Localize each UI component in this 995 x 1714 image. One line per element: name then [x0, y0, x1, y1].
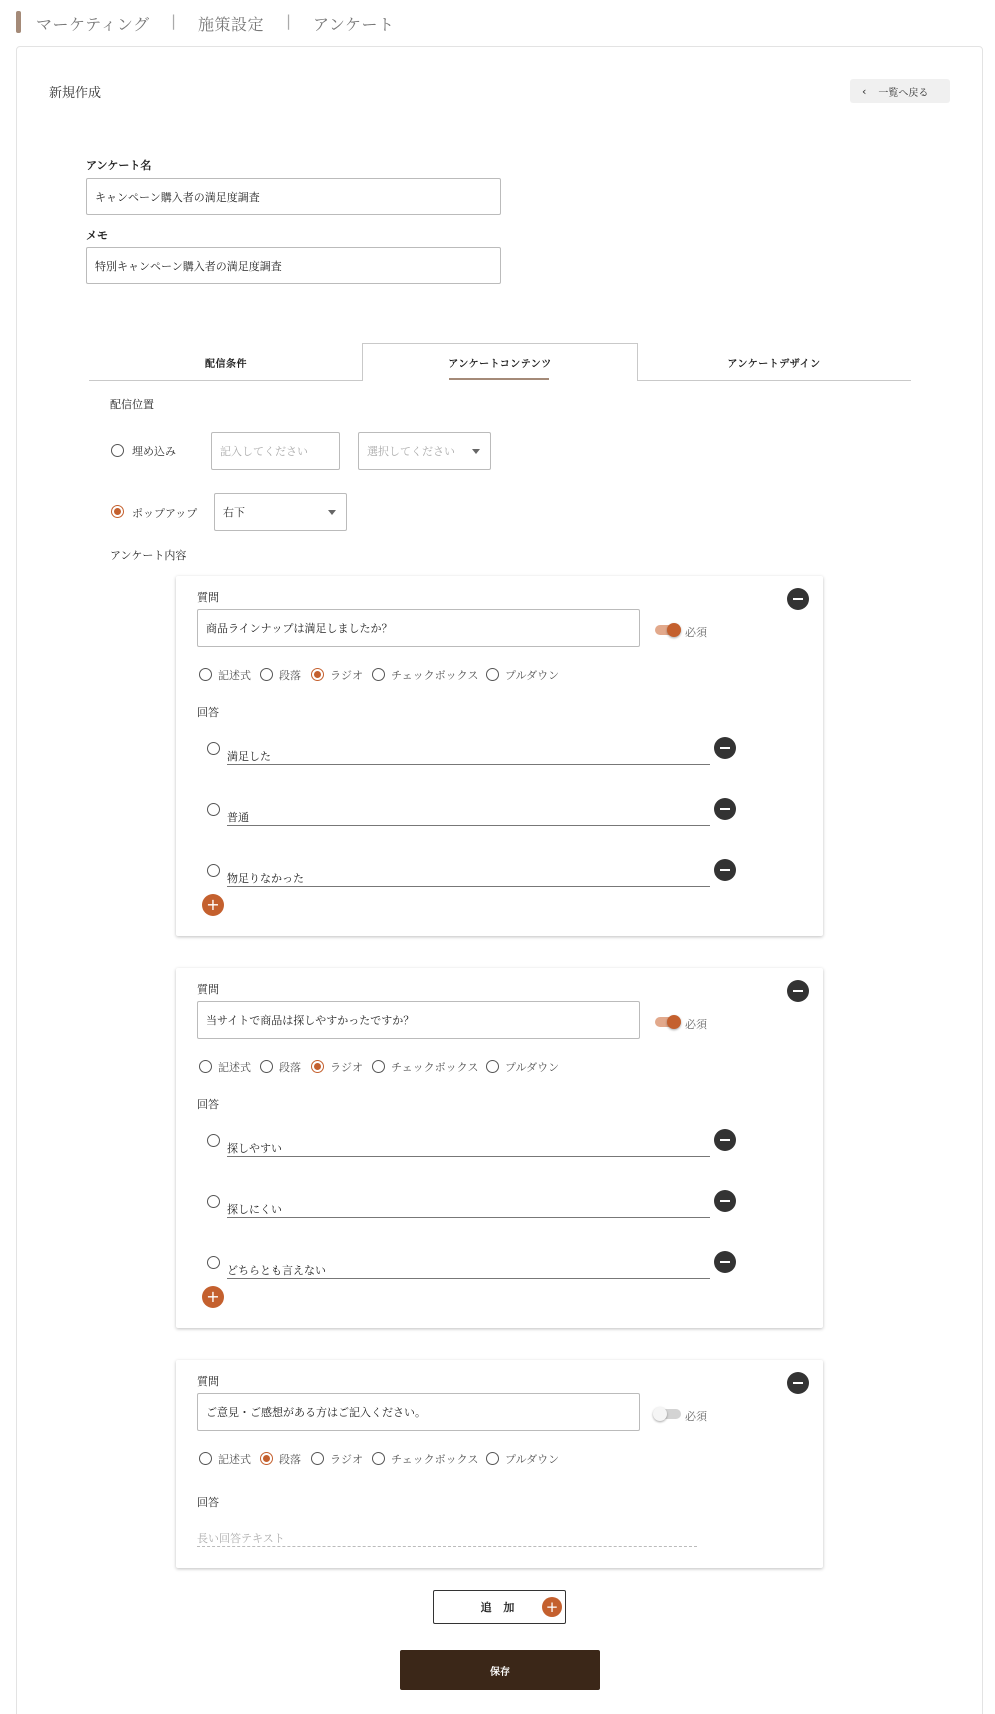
type-label: チェックボックス — [391, 1061, 479, 1074]
question-label: 質問 — [197, 983, 219, 996]
embed-input-placeholder: 記入してください — [220, 445, 308, 458]
required-toggle-knob[interactable] — [653, 1407, 667, 1421]
type-radio-radio[interactable] — [311, 668, 324, 681]
answer-underline — [227, 886, 710, 887]
breadcrumb-separator: | — [171, 12, 177, 30]
tab-survey-contents[interactable]: アンケートコンテンツ — [362, 343, 638, 381]
delivery-position-label: 配信位置 — [110, 398, 154, 411]
type-radio-short[interactable] — [199, 1060, 212, 1073]
breadcrumb-separator: | — [286, 12, 292, 30]
type-radio-checkbox[interactable] — [372, 668, 385, 681]
answer-radio — [207, 803, 220, 816]
remove-answer-icon[interactable] — [714, 1190, 736, 1212]
answer-radio — [207, 1134, 220, 1147]
back-button-label: 一覧へ戻る — [878, 87, 929, 99]
type-radio-short[interactable] — [199, 1452, 212, 1465]
embed-select-placeholder: 選択してください — [367, 445, 455, 458]
popup-position-select[interactable] — [214, 493, 347, 531]
plus-circle-icon: + — [542, 1597, 562, 1617]
type-radio-radio[interactable] — [311, 1060, 324, 1073]
save-button[interactable]: 保存 — [400, 1650, 600, 1690]
type-radio-paragraph[interactable] — [260, 668, 273, 681]
type-label: 段落 — [279, 1453, 301, 1466]
caret-down-icon — [472, 449, 480, 454]
type-radio-dropdown[interactable] — [486, 1452, 499, 1465]
type-radio-radio[interactable] — [311, 1452, 324, 1465]
remove-answer-icon[interactable] — [714, 1251, 736, 1273]
memo-input[interactable]: 特別キャンペーン購入者の満足度調査 — [86, 247, 501, 284]
embed-radio[interactable] — [111, 444, 124, 457]
remove-question-icon[interactable] — [787, 588, 809, 610]
breadcrumb-accent-bar — [16, 11, 21, 33]
answers-label: 回答 — [197, 706, 219, 719]
caret-down-icon — [328, 510, 336, 515]
type-label: 段落 — [279, 669, 301, 682]
survey-content-label: アンケート内容 — [110, 549, 187, 562]
popup-radio[interactable] — [111, 505, 124, 518]
chevron-left-icon: ‹ — [862, 84, 867, 98]
type-label: ラジオ — [330, 1453, 363, 1466]
type-label: プルダウン — [505, 1061, 560, 1074]
answer-radio — [207, 1256, 220, 1269]
required-label: 必須 — [685, 1410, 707, 1423]
add-button-label: 追 加 — [480, 1601, 519, 1614]
required-toggle-knob[interactable] — [667, 623, 681, 637]
type-radio-paragraph[interactable] — [260, 1060, 273, 1073]
popup-radio-label: ポップアップ — [132, 507, 198, 520]
question-text-input[interactable]: 当サイトで商品は探しやすかったですか？ — [197, 1001, 640, 1039]
remove-answer-icon[interactable] — [714, 859, 736, 881]
answer-text[interactable]: 探しやすい — [227, 1142, 282, 1155]
type-label: 段落 — [279, 1061, 301, 1074]
type-radio-checkbox[interactable] — [372, 1452, 385, 1465]
breadcrumb-survey: アンケート — [313, 15, 395, 34]
answer-radio — [207, 864, 220, 877]
answers-label: 回答 — [197, 1098, 219, 1111]
embed-radio-label: 埋め込み — [132, 445, 176, 458]
question-text-input[interactable]: 商品ラインナップは満足しましたか？ — [197, 609, 640, 647]
type-radio-checkbox[interactable] — [372, 1060, 385, 1073]
type-radio-short[interactable] — [199, 668, 212, 681]
active-tab-indicator — [449, 378, 549, 380]
type-label: ラジオ — [330, 669, 363, 682]
type-label: チェックボックス — [391, 1453, 479, 1466]
type-label: 記述式 — [218, 1453, 251, 1466]
popup-position-value: 右下 — [223, 506, 245, 519]
answer-underline — [227, 1217, 710, 1218]
type-label: 記述式 — [218, 1061, 251, 1074]
answer-underline — [227, 1156, 710, 1157]
answer-text[interactable]: 物足りなかった — [227, 872, 304, 885]
answers-label: 回答 — [197, 1496, 219, 1509]
survey-name-label: アンケート名 — [86, 159, 152, 172]
remove-question-icon[interactable] — [787, 980, 809, 1002]
question-text-input[interactable]: ご意見・ご感想がある方はご記入ください。 — [197, 1393, 640, 1431]
page-title: 新規作成 — [49, 86, 102, 101]
tab-delivery-conditions[interactable]: 配信条件 — [205, 358, 247, 370]
answer-text[interactable]: 普通 — [227, 811, 249, 824]
back-to-list-button[interactable] — [850, 79, 950, 103]
type-label: チェックボックス — [391, 669, 479, 682]
required-label: 必須 — [685, 1018, 707, 1031]
add-answer-icon[interactable]: + — [202, 1286, 224, 1308]
type-label: ラジオ — [330, 1061, 363, 1074]
embed-position-input[interactable] — [211, 432, 340, 470]
required-toggle-knob[interactable] — [667, 1015, 681, 1029]
answer-underline — [227, 764, 710, 765]
tab-survey-design[interactable]: アンケートデザイン — [727, 358, 821, 370]
answer-radio — [207, 1195, 220, 1208]
answer-text[interactable]: 満足した — [227, 750, 271, 763]
remove-answer-icon[interactable] — [714, 798, 736, 820]
required-label: 必須 — [685, 626, 707, 639]
remove-question-icon[interactable] — [787, 1372, 809, 1394]
question-label: 質問 — [197, 1375, 219, 1388]
answer-underline — [227, 825, 710, 826]
breadcrumb-marketing[interactable]: マーケティング — [36, 15, 150, 34]
memo-label: メモ — [86, 229, 108, 242]
type-radio-dropdown[interactable] — [486, 668, 499, 681]
type-label: プルダウン — [505, 669, 560, 682]
question-label: 質問 — [197, 591, 219, 604]
long-answer-underline — [197, 1546, 697, 1547]
remove-answer-icon[interactable] — [714, 1129, 736, 1151]
remove-answer-icon[interactable] — [714, 737, 736, 759]
type-radio-dropdown[interactable] — [486, 1060, 499, 1073]
embed-position-select[interactable] — [358, 432, 491, 470]
answer-text[interactable]: 探しにくい — [227, 1203, 282, 1216]
long-answer-placeholder: 長い回答テキスト — [197, 1532, 285, 1545]
add-answer-icon[interactable]: + — [202, 894, 224, 916]
type-label: プルダウン — [505, 1453, 560, 1466]
survey-name-input[interactable]: キャンペーン購入者の満足度調査 — [86, 178, 501, 215]
type-radio-paragraph[interactable] — [260, 1452, 273, 1465]
answer-text[interactable]: どちらとも言えない — [227, 1264, 326, 1277]
answer-underline — [227, 1278, 710, 1279]
answer-radio — [207, 742, 220, 755]
breadcrumb-campaign-settings[interactable]: 施策設定 — [198, 15, 265, 34]
type-label: 記述式 — [218, 669, 251, 682]
